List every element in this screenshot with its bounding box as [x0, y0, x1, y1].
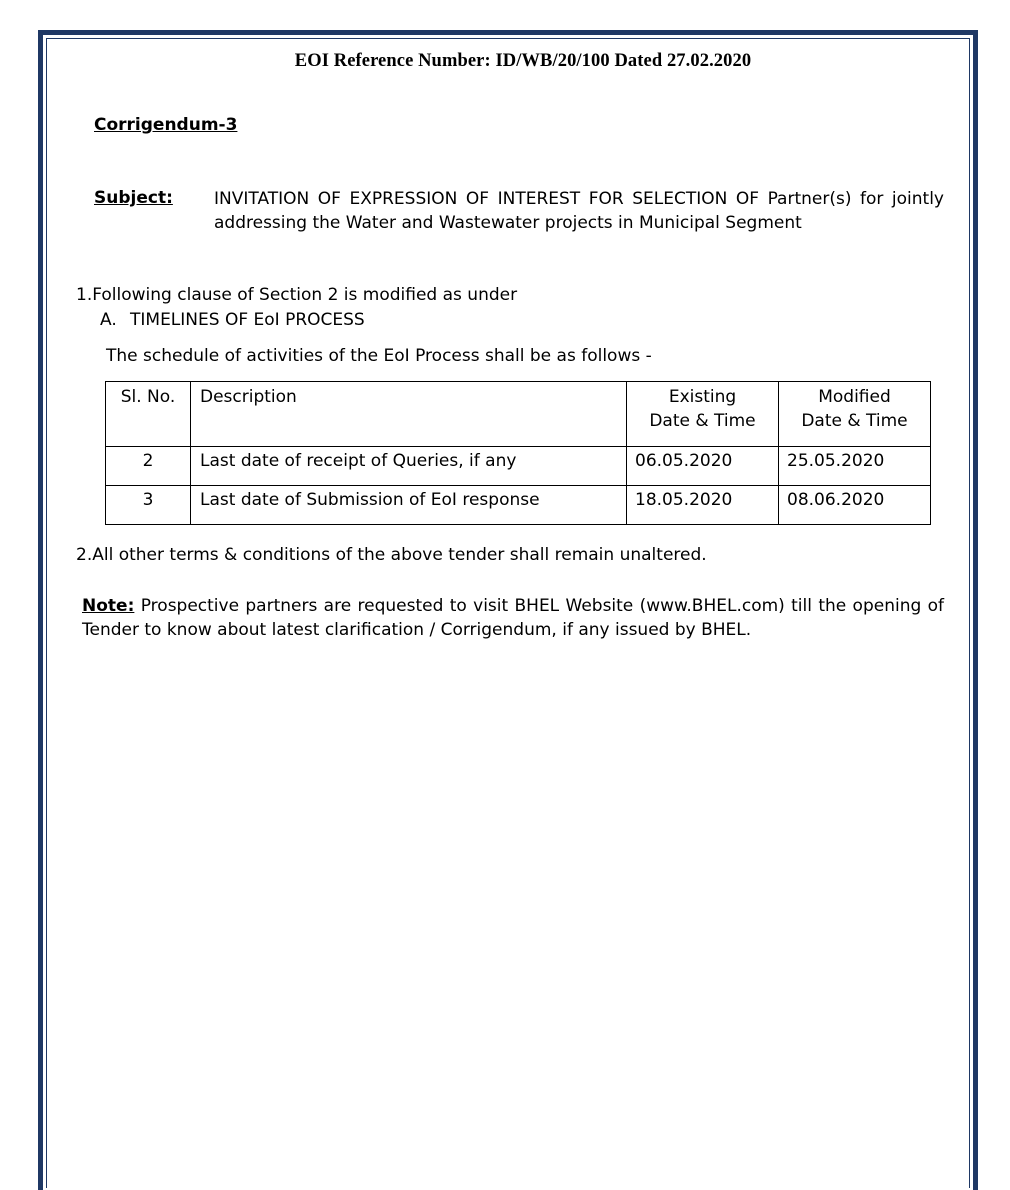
subheading-letter: A.	[100, 310, 117, 330]
row-modified-date: 25.05.2020	[779, 447, 931, 486]
subject-line-1: INVITATION OF EXPRESSION OF INTEREST FOR SELECTION OF Partner(s) for jointly	[214, 189, 944, 209]
subject-line-2: addressing the Water and Wastewater projects in Municipal Segment	[214, 213, 802, 233]
table-header-row	[106, 382, 931, 447]
note-paragraph	[82, 594, 944, 642]
timeline-table	[105, 381, 931, 525]
clause-1-subheading	[100, 310, 365, 330]
note-label: Note:	[82, 596, 135, 616]
note-line-1	[82, 594, 944, 618]
row-existing-date: 06.05.2020	[627, 447, 779, 486]
note-line-1-text: Prospective partners are requested to visit BHEL Website (www.BHEL.com) till the opening of	[140, 596, 944, 616]
eoi-reference-number: EOI Reference Number: ID/WB/20/100 Dated 27.02.2020	[294, 51, 752, 71]
subject-label: Subject:	[94, 188, 173, 208]
header-existing	[627, 382, 779, 447]
clause-2-text: All other terms & conditions of the above tender shall remain unaltered.	[92, 545, 707, 565]
schedule-intro: The schedule of activities of the EoI Process shall be as follows -	[106, 346, 652, 366]
table-row	[106, 447, 931, 486]
header-existing-line1: Existing	[668, 387, 737, 407]
row-sl-no: 2	[106, 447, 191, 486]
row-sl-no: 3	[106, 486, 191, 525]
header-modified	[779, 382, 931, 447]
corrigendum-title: Corrigendum-3	[94, 115, 238, 135]
note-line-2: Tender to know about latest clarification / Corrigendum, if any issued by BHEL.	[82, 620, 752, 640]
subheading-text: TIMELINES OF EoI PROCESS	[130, 310, 365, 330]
row-description: Last date of receipt of Queries, if any	[191, 447, 627, 486]
header-modified-line1: Modified	[818, 387, 891, 407]
clause-2	[76, 545, 707, 565]
clause-1-number: 1.	[76, 285, 93, 305]
row-modified-date: 08.06.2020	[779, 486, 931, 525]
header-sl-no: Sl. No.	[106, 382, 191, 447]
row-description: Last date of Submission of EoI response	[191, 486, 627, 525]
header-modified-line2: Date & Time	[801, 411, 908, 431]
header-existing-line2: Date & Time	[649, 411, 756, 431]
subject-text	[214, 187, 944, 235]
row-existing-date: 18.05.2020	[627, 486, 779, 525]
header-description: Description	[191, 382, 627, 447]
clause-1	[76, 285, 517, 305]
table-row	[106, 486, 931, 525]
clause-1-text: Following clause of Section 2 is modified as under	[92, 285, 518, 305]
clause-2-number: 2.	[76, 545, 93, 565]
